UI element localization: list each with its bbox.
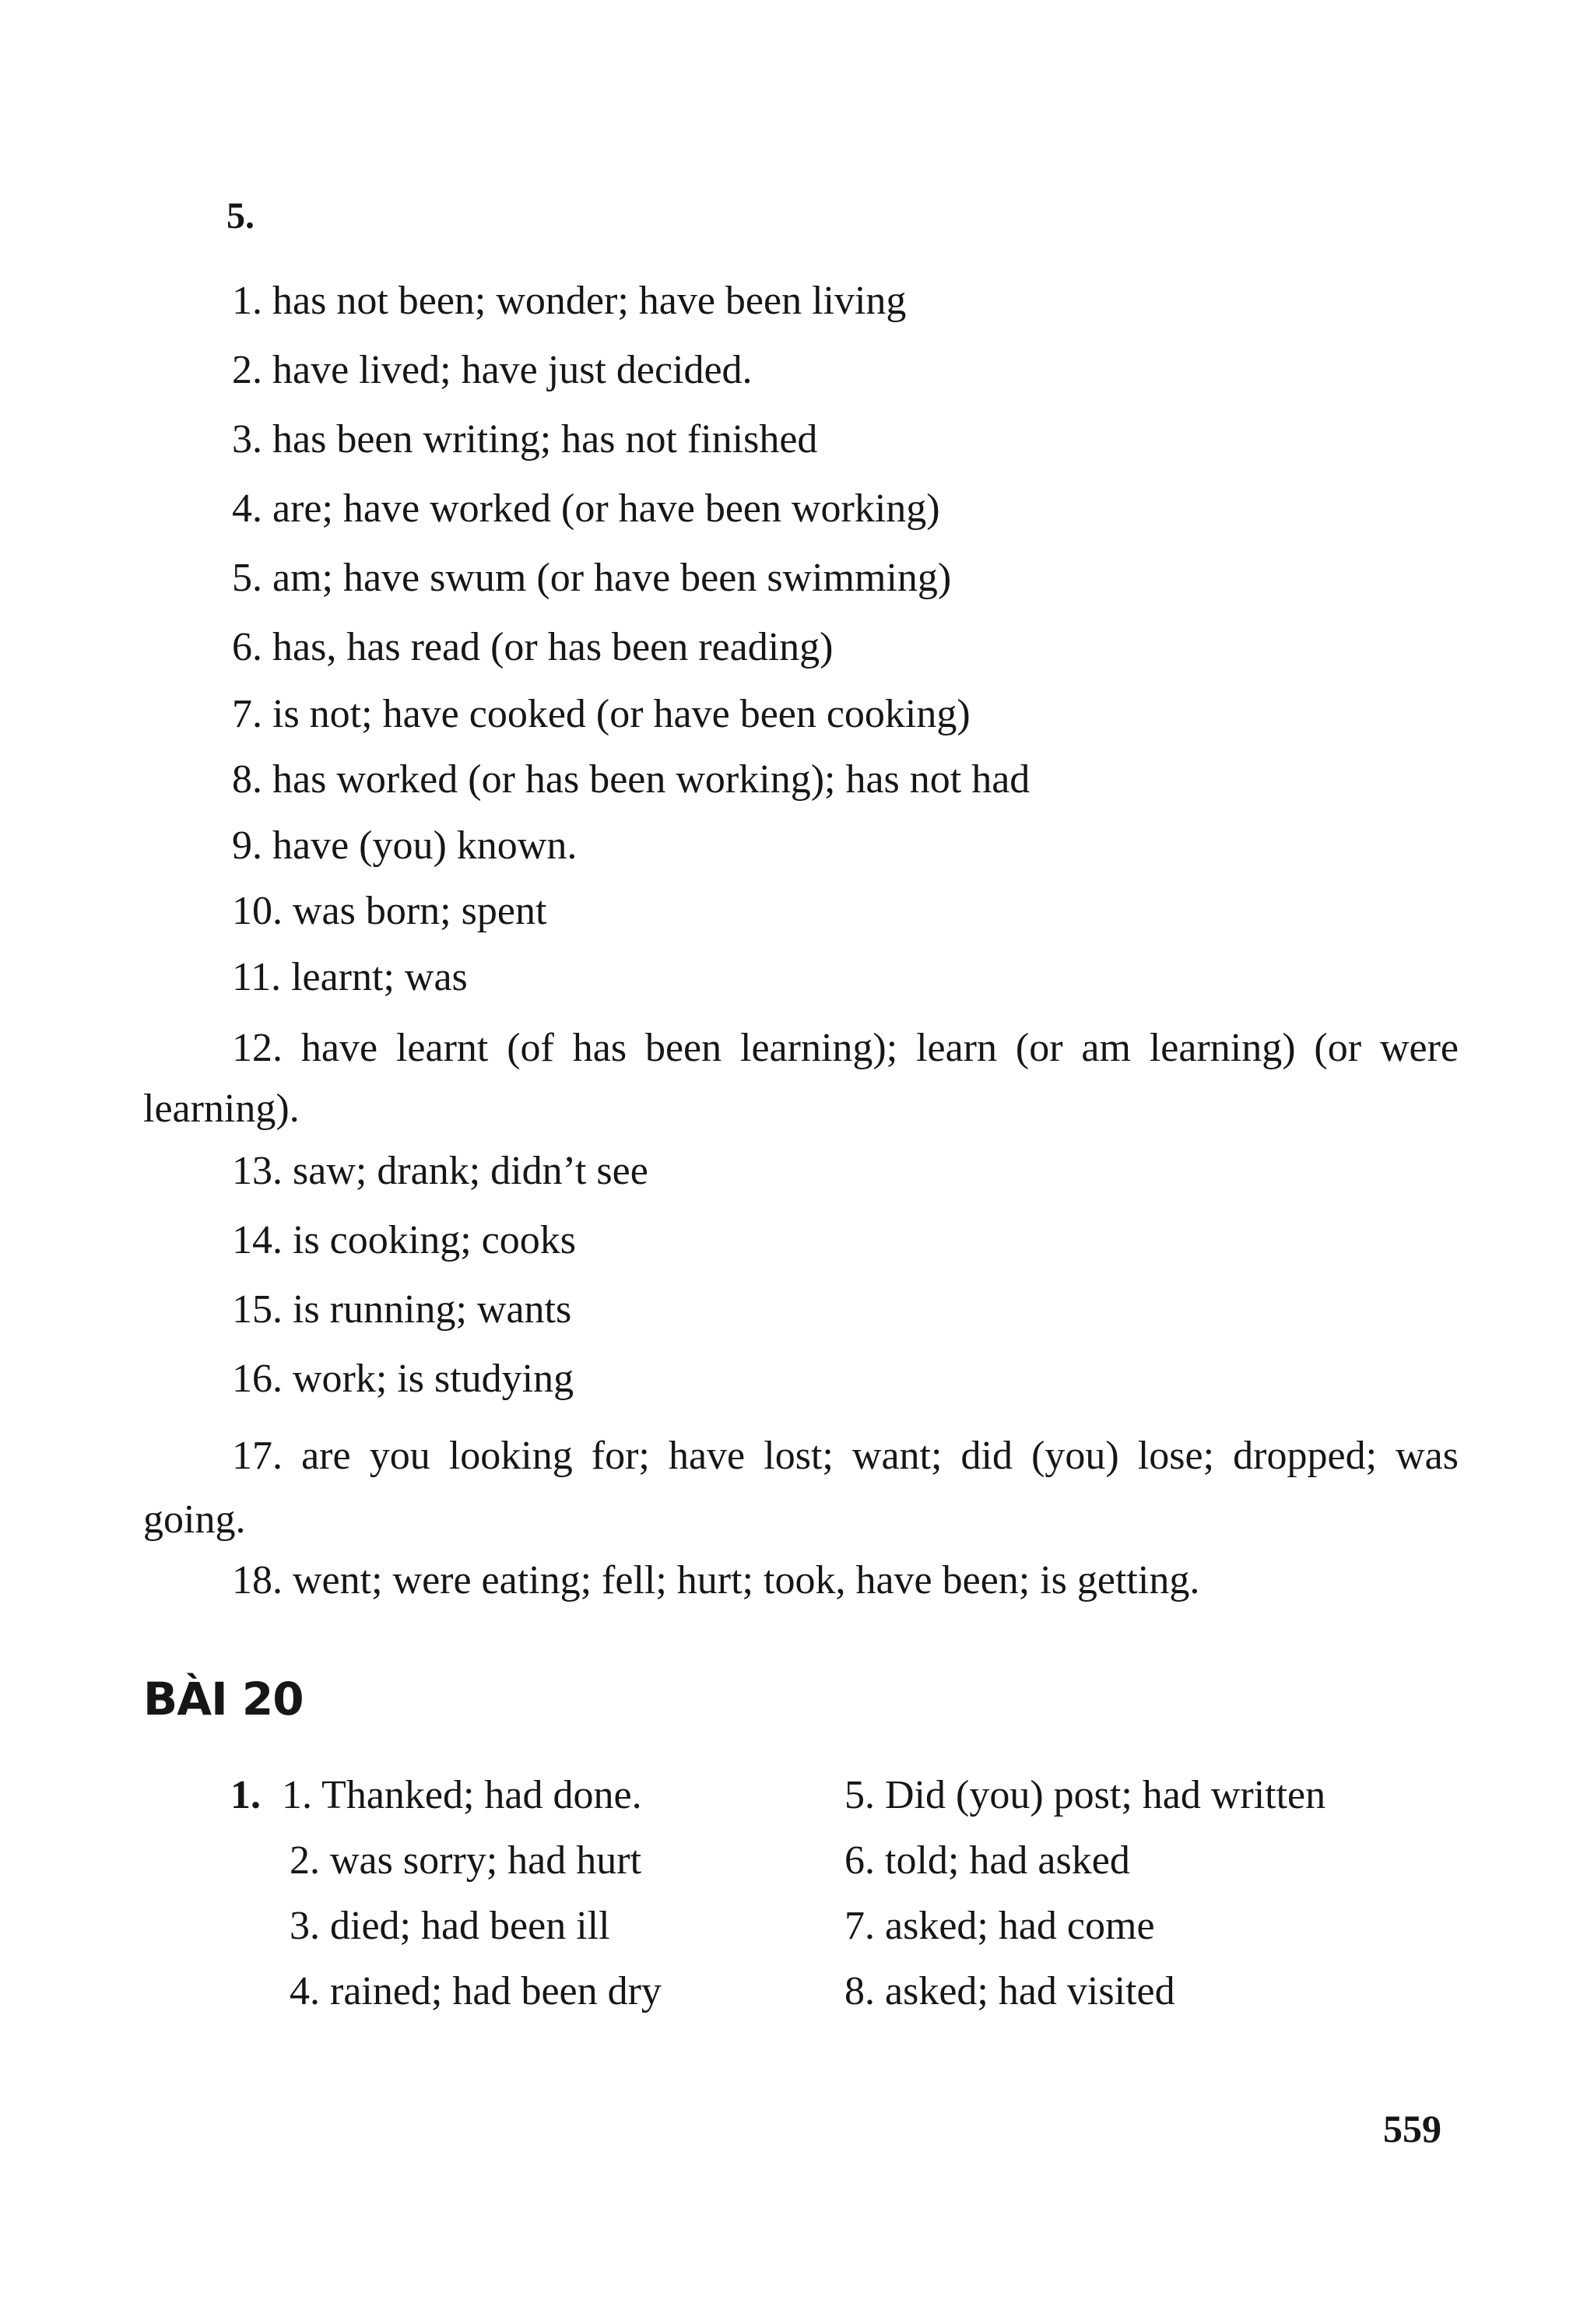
- answer-item: 12. have learnt (of has been learning); learn (or am learning) (or were learning).: [143, 1026, 1459, 1131]
- answer-item: 15. is running; wants: [232, 1287, 572, 1332]
- answer-item: 8. asked; had visited: [844, 1969, 1175, 2013]
- answer-item: 1. has not been; wonder; have been living: [232, 279, 907, 323]
- answer-item: 4. rained; had been dry: [290, 1969, 662, 2013]
- lesson-heading: BÀI 20: [143, 1673, 304, 1725]
- answer-item: 14. is cooking; cooks: [232, 1218, 576, 1262]
- answer-item: 5. Did (you) post; had written: [844, 1773, 1326, 1817]
- answer-item: 11. learnt; was: [232, 955, 468, 999]
- answer-item: 18. went; were eating; fell; hurt; took, have been; is getting.: [232, 1558, 1200, 1603]
- page-number: 559: [1383, 2107, 1441, 2150]
- answer-item: 7. is not; have cooked (or have been cooking): [232, 692, 971, 736]
- answer-item: 10. was born; spent: [232, 889, 547, 933]
- answer-item: 2. have lived; have just decided.: [232, 348, 753, 392]
- answer-item: 16. work; is studying: [232, 1357, 574, 1401]
- answer-item: 17. are you looking for; have lost; want; did (you) lose; dropped; was going.: [143, 1434, 1459, 1542]
- answer-item: 8. has worked (or has been working); has not had: [232, 757, 1030, 802]
- answer-item: 7. asked; had come: [844, 1904, 1155, 1948]
- answer-item: 13. saw; drank; didn’t see: [232, 1149, 648, 1193]
- answer-item: 6. told; had asked: [844, 1838, 1130, 1883]
- answer-item: 3. died; had been ill: [290, 1904, 610, 1948]
- section-number: 5.: [226, 195, 255, 237]
- answer-item: 3. has been writing; has not finished: [232, 417, 818, 462]
- answer-item: 6. has, has read (or has been reading): [232, 625, 834, 669]
- exercise-number: 1.: [230, 1773, 261, 1817]
- answer-item: 2. was sorry; had hurt: [290, 1838, 642, 1883]
- answer-item: 4. are; have worked (or have been working): [232, 486, 940, 531]
- answer-item: 5. am; have swum (or have been swimming): [232, 556, 952, 600]
- answer-item: 1. Thanked; had done.: [282, 1773, 642, 1817]
- answer-item: 9. have (you) known.: [232, 823, 578, 868]
